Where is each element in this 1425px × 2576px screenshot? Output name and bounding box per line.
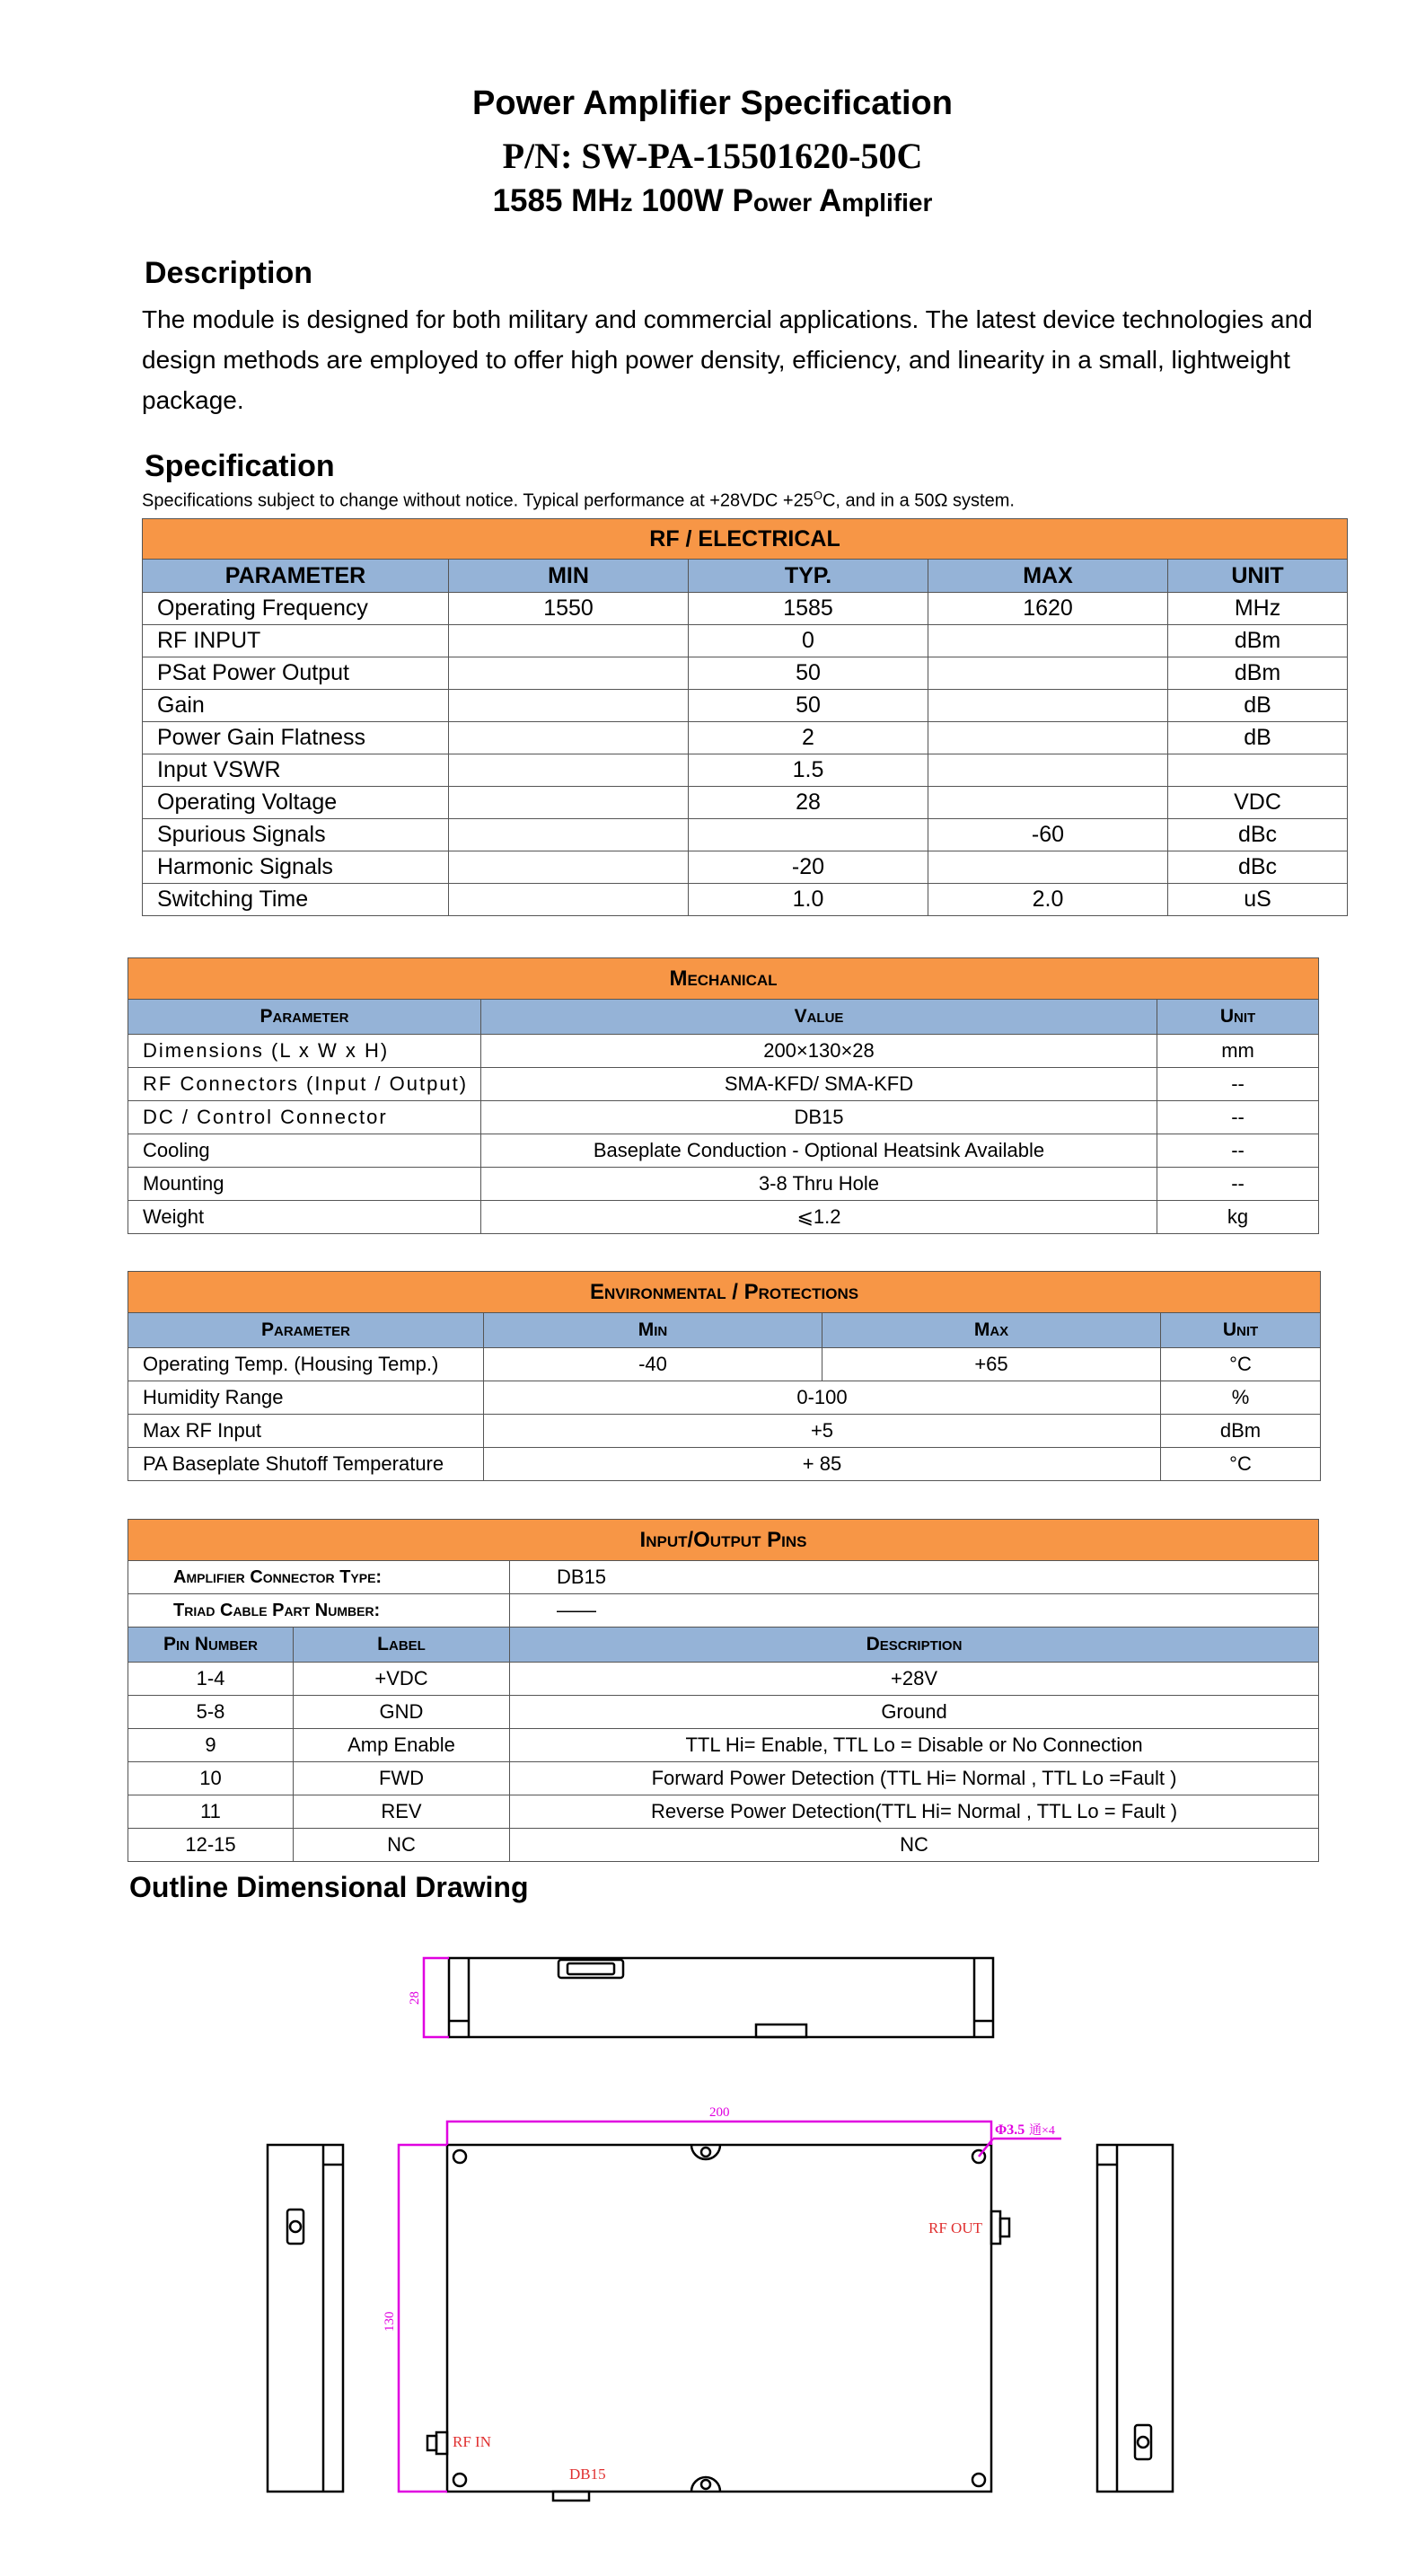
cell: Operating Voltage [143, 787, 449, 819]
cell [449, 690, 689, 722]
document-subtitle [0, 183, 1425, 219]
mounting-hole-icon [453, 2474, 466, 2486]
cell: dB [1168, 722, 1348, 754]
mounting-hole-icon [453, 2150, 466, 2163]
cell: uS [1168, 884, 1348, 916]
cell: NC [294, 1829, 510, 1862]
cell [449, 884, 689, 916]
cell: dBm [1161, 1415, 1321, 1448]
cell: 0 [689, 625, 928, 657]
table-row [143, 722, 1348, 754]
cell: Input VSWR [143, 754, 449, 787]
column-header: Unit [1161, 1313, 1321, 1348]
rf-electrical-table [142, 518, 1348, 916]
cell: -- [1157, 1101, 1319, 1134]
cell: 1-4 [128, 1663, 294, 1696]
column-header: Unit [1157, 1000, 1319, 1035]
cell: REV [294, 1795, 510, 1829]
cell: 1550 [449, 593, 689, 625]
note-text: Specifications subject to change without notice. Typical performance at +28VDC +25 [142, 490, 814, 511]
length-dimension-line [447, 2122, 991, 2145]
cell: +28V [510, 1663, 1319, 1696]
cell [928, 690, 1168, 722]
rf-in-connector-icon [427, 2436, 436, 2450]
cell [449, 625, 689, 657]
table-row [143, 884, 1348, 916]
cell: 1585 [689, 593, 928, 625]
column-header: UNIT [1168, 560, 1348, 593]
rf-out-connector-icon [1000, 2219, 1009, 2236]
cell: +65 [822, 1348, 1161, 1381]
width-dimension-line [399, 2145, 447, 2492]
subtitle-part: 1585 MH [492, 183, 620, 218]
connector-type-value: DB15 [510, 1561, 1319, 1594]
cell: 10 [128, 1762, 294, 1795]
column-header: PARAMETER [143, 560, 449, 593]
table-row [128, 1201, 1319, 1234]
table-row [128, 1348, 1321, 1381]
right-side-view [1097, 2145, 1173, 2492]
cell: PSat Power Output [143, 657, 449, 690]
table-row [128, 1168, 1319, 1201]
environmental-table [128, 1271, 1321, 1481]
table-row [143, 593, 1348, 625]
cell: Max RF Input [128, 1415, 484, 1448]
cell: Power Gain Flatness [143, 722, 449, 754]
cell: Harmonic Signals [143, 851, 449, 884]
length-dimension-label: 200 [709, 2105, 730, 2120]
cell: -20 [689, 851, 928, 884]
cell: Reverse Power Detection(TTL Hi= Normal , TTL Lo = Fault ) [510, 1795, 1319, 1829]
top-view-tab [756, 2025, 806, 2037]
cell [928, 851, 1168, 884]
subtitle-part: mplifier [841, 189, 933, 216]
cell: RF INPUT [143, 625, 449, 657]
cell [449, 851, 689, 884]
cell [449, 787, 689, 819]
cell [928, 722, 1168, 754]
cell: +5 [484, 1415, 1161, 1448]
table-row [143, 851, 1348, 884]
cell: dBc [1168, 819, 1348, 851]
specification-note [142, 489, 1015, 512]
table-row [128, 1415, 1321, 1448]
cell: 1.0 [689, 884, 928, 916]
cell: Baseplate Conduction - Optional Heatsink Available [481, 1134, 1157, 1168]
table-row [143, 787, 1348, 819]
cell: 28 [689, 787, 928, 819]
table-title: RF / ELECTRICAL [143, 519, 1348, 560]
cell: Humidity Range [128, 1381, 484, 1415]
cell: 2 [689, 722, 928, 754]
column-header: Label [294, 1628, 510, 1663]
top-view-body [449, 1958, 993, 2037]
height-dimension-line [424, 1958, 449, 2037]
side-connector-icon [290, 2221, 301, 2232]
cell: 12-15 [128, 1829, 294, 1862]
cell: Cooling [128, 1134, 481, 1168]
hole-quantity-label: 通×4 [1029, 2124, 1055, 2138]
subtitle-part: ower [752, 189, 819, 216]
table-row [128, 1795, 1319, 1829]
cell: TTL Hi= Enable, TTL Lo = Disable or No Connection [510, 1729, 1319, 1762]
outline-drawing [0, 1931, 1425, 2515]
table-row [143, 819, 1348, 851]
column-header: Value [481, 1000, 1157, 1035]
cell: DB15 [481, 1101, 1157, 1134]
cell [1168, 754, 1348, 787]
document-title: Power Amplifier Specification [472, 84, 953, 122]
rf-out-label: RF OUT [928, 2219, 982, 2236]
column-header: Pin Number [128, 1628, 294, 1663]
table-row [128, 1035, 1319, 1068]
cell: 9 [128, 1729, 294, 1762]
left-side-body [268, 2145, 343, 2492]
table-row [128, 1762, 1319, 1795]
cell: 1.5 [689, 754, 928, 787]
cell: VDC [1168, 787, 1348, 819]
db15-tab [553, 2492, 589, 2501]
cell: Amp Enable [294, 1729, 510, 1762]
table-row [128, 1381, 1321, 1415]
cell [689, 819, 928, 851]
part-number: P/N: SW-PA-15501620-50C [502, 136, 923, 176]
cell: PA Baseplate Shutoff Temperature [128, 1448, 484, 1481]
cell: dB [1168, 690, 1348, 722]
cell: Switching Time [143, 884, 449, 916]
cell: % [1161, 1381, 1321, 1415]
column-header: Min [484, 1313, 822, 1348]
specification-heading: Specification [145, 449, 335, 483]
table-title: Input/Output Pins [128, 1520, 1319, 1561]
cell: -- [1157, 1168, 1319, 1201]
description-heading: Description [145, 256, 313, 290]
cell [928, 657, 1168, 690]
cell: °C [1161, 1448, 1321, 1481]
note-degree: O [813, 489, 822, 502]
cell [449, 754, 689, 787]
cell: Dimensions (L x W x H) [128, 1035, 481, 1068]
cell: Operating Temp. (Housing Temp.) [128, 1348, 484, 1381]
cell: -- [1157, 1134, 1319, 1168]
top-view [449, 1958, 993, 2037]
cell: dBm [1168, 625, 1348, 657]
table-row [128, 1829, 1319, 1862]
subtitle-part: A [818, 183, 842, 218]
table-title: Environmental / Protections [128, 1272, 1321, 1313]
mechanical-table [128, 957, 1319, 1234]
cell [928, 787, 1168, 819]
cell: DC / Control Connector [128, 1101, 481, 1134]
cell: dBm [1168, 657, 1348, 690]
left-side-view [268, 2145, 343, 2492]
cell: -- [1157, 1068, 1319, 1101]
cell: Gain [143, 690, 449, 722]
table-row [143, 754, 1348, 787]
column-header: MAX [928, 560, 1168, 593]
mounting-hole-icon [701, 2148, 710, 2157]
width-dimension-label: 130 [383, 2311, 397, 2332]
plan-view-body [447, 2145, 991, 2492]
cell: FWD [294, 1762, 510, 1795]
table-row [143, 690, 1348, 722]
cell: 50 [689, 690, 928, 722]
connector-type-label: Amplifier Connector Type: [128, 1561, 510, 1594]
cell: + 85 [484, 1448, 1161, 1481]
cell: 3-8 Thru Hole [481, 1168, 1157, 1201]
height-dimension-label: 28 [408, 1991, 422, 2005]
rf-in-connector-icon [436, 2432, 447, 2454]
hole-dimension-label: Φ3.5 [995, 2122, 1025, 2138]
cell: NC [510, 1829, 1319, 1862]
cell: ⩽1.2 [481, 1201, 1157, 1234]
table-row [128, 1729, 1319, 1762]
cable-part-value: —— [510, 1594, 1319, 1628]
db15-connector-inner [567, 1963, 614, 1974]
table-row [143, 657, 1348, 690]
pins-table [128, 1519, 1319, 1862]
subtitle-part: z [620, 189, 633, 216]
cell: Forward Power Detection (TTL Hi= Normal , TTL Lo =Fault ) [510, 1762, 1319, 1795]
table-title: Mechanical [128, 958, 1319, 1000]
cell: GND [294, 1696, 510, 1729]
cell: SMA-KFD/ SMA-KFD [481, 1068, 1157, 1101]
mounting-hole-icon [701, 2480, 710, 2489]
cell: 50 [689, 657, 928, 690]
cell: MHz [1168, 593, 1348, 625]
subtitle-part: 100W P [632, 183, 753, 218]
cell [928, 625, 1168, 657]
column-header: Parameter [128, 1313, 484, 1348]
cell: dBc [1168, 851, 1348, 884]
table-row [128, 1696, 1319, 1729]
cell: -60 [928, 819, 1168, 851]
cell: Mounting [128, 1168, 481, 1201]
side-connector-icon [1138, 2437, 1148, 2448]
cell: 0-100 [484, 1381, 1161, 1415]
cell: +VDC [294, 1663, 510, 1696]
cell: 11 [128, 1795, 294, 1829]
cell: 1620 [928, 593, 1168, 625]
cell: 5-8 [128, 1696, 294, 1729]
db15-label: DB15 [569, 2466, 606, 2483]
rf-out-connector-icon [991, 2211, 1000, 2244]
cell: °C [1161, 1348, 1321, 1381]
cell: -40 [484, 1348, 822, 1381]
column-header: Parameter [128, 1000, 481, 1035]
column-header: TYP. [689, 560, 928, 593]
cell: kg [1157, 1201, 1319, 1234]
column-header: Max [822, 1313, 1161, 1348]
mounting-hole-icon [972, 2474, 985, 2486]
table-row [128, 1068, 1319, 1101]
table-row [128, 1561, 1319, 1594]
table-row [128, 1594, 1319, 1628]
note-text: C, and in a 50Ω system. [822, 490, 1015, 511]
table-row [128, 1101, 1319, 1134]
table-row [143, 625, 1348, 657]
cable-part-label: Triad Cable Part Number: [128, 1594, 510, 1628]
column-header: Description [510, 1628, 1319, 1663]
table-row [128, 1663, 1319, 1696]
cell [449, 722, 689, 754]
cell [928, 754, 1168, 787]
cell: 2.0 [928, 884, 1168, 916]
drawing-heading: Outline Dimensional Drawing [129, 1871, 529, 1903]
cell: 200×130×28 [481, 1035, 1157, 1068]
cell: RF Connectors (Input / Output) [128, 1068, 481, 1101]
plan-view [427, 2145, 1009, 2501]
cell: Spurious Signals [143, 819, 449, 851]
description-text: The module is designed for both military and commercial applications. The latest device technologies and design methods are employed to offer high power density, efficiency, and linearity in a small, lightweight package. [142, 305, 1313, 414]
cell [449, 819, 689, 851]
cell: mm [1157, 1035, 1319, 1068]
cell [449, 657, 689, 690]
cell: Ground [510, 1696, 1319, 1729]
cell: Weight [128, 1201, 481, 1234]
table-row [128, 1448, 1321, 1481]
table-row [128, 1134, 1319, 1168]
rf-in-label: RF IN [453, 2433, 491, 2450]
column-header: MIN [449, 560, 689, 593]
cell: Operating Frequency [143, 593, 449, 625]
